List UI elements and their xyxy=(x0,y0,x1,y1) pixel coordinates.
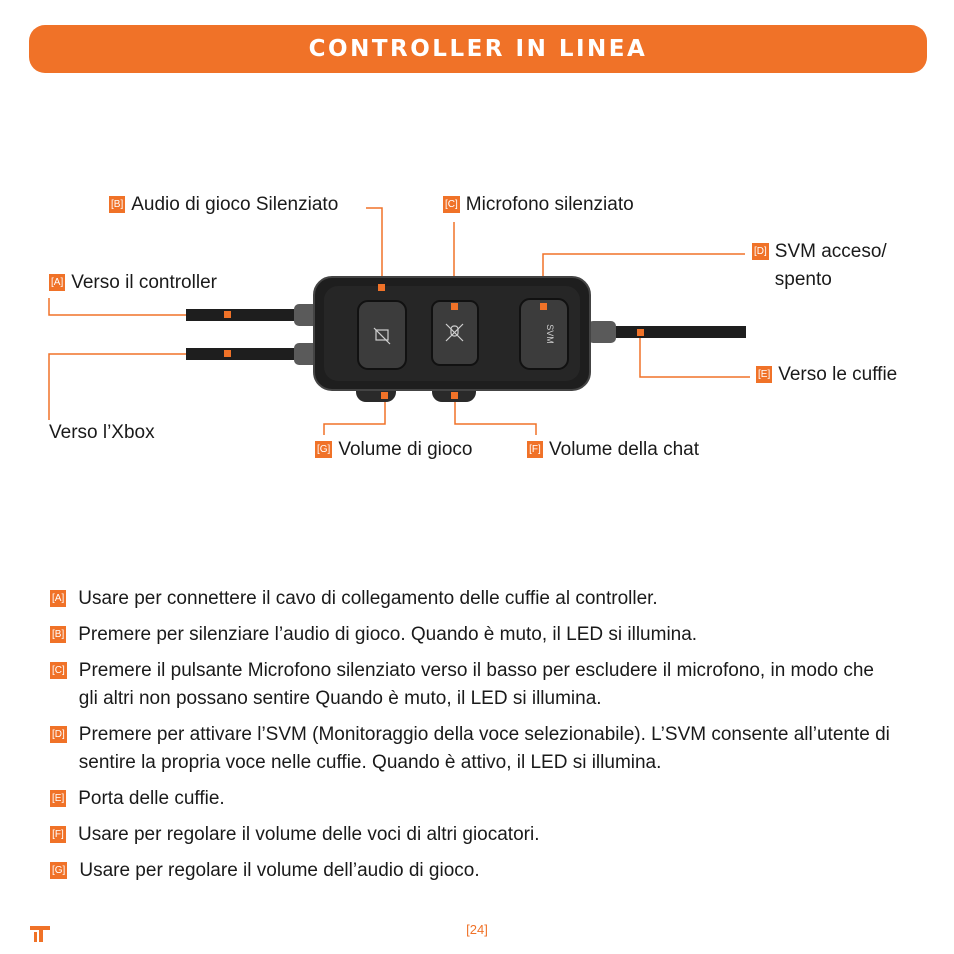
list-item xyxy=(50,657,890,713)
label-key: [C] xyxy=(443,196,460,213)
item-text: Usare per regolare il volume delle voci di altri giocatori. xyxy=(78,824,540,845)
list-item xyxy=(50,585,890,613)
list-item xyxy=(50,857,890,885)
item-text: Usare per regolare il volume dell’audio di gioco. xyxy=(79,860,480,881)
label-e xyxy=(756,361,897,389)
leader-line-xbox xyxy=(49,354,228,420)
item-key: [E] xyxy=(50,790,66,807)
label-key: [E] xyxy=(756,366,772,383)
label-key: [D] xyxy=(752,243,769,260)
label-text: Verso l’Xbox xyxy=(49,422,155,443)
mic-mute-button xyxy=(432,301,478,365)
label-key: [F] xyxy=(527,441,543,458)
label-g xyxy=(315,436,473,464)
item-key: [G] xyxy=(50,862,67,879)
cable-controller xyxy=(186,309,298,321)
label-text: Verso il controller xyxy=(71,272,217,293)
label-text: Audio di gioco Silenziato xyxy=(131,194,339,215)
label-f xyxy=(527,436,699,464)
page-number: [24] xyxy=(466,922,488,937)
label-text: SVM acceso/ xyxy=(774,241,887,262)
list-item xyxy=(50,721,890,777)
description-list xyxy=(50,585,890,893)
label-d xyxy=(752,238,887,294)
leader-line-f xyxy=(455,398,536,435)
game-mute-button xyxy=(358,301,406,369)
item-key: [D] xyxy=(50,726,67,743)
item-key: [F] xyxy=(50,826,66,843)
label-key: [A] xyxy=(49,274,65,291)
label-key: [B] xyxy=(109,196,125,213)
label-b xyxy=(109,191,338,219)
label-c xyxy=(443,191,634,219)
list-item xyxy=(50,621,890,649)
label-text: Microfono silenziato xyxy=(465,194,634,215)
label-xbox xyxy=(49,419,155,447)
item-text: Porta delle cuffie. xyxy=(78,788,225,809)
item-text: Usare per connettere il cavo di collegamento delle cuffie al controller. xyxy=(78,588,658,609)
leader-line-e xyxy=(640,333,750,377)
item-key: [C] xyxy=(50,662,67,679)
item-key: [A] xyxy=(50,590,66,607)
cable-xbox xyxy=(186,348,298,360)
tritton-logo-icon xyxy=(30,926,52,942)
label-text: Verso le cuffie xyxy=(778,364,898,385)
section-title: CONTROLLER IN LINEA xyxy=(308,36,648,62)
item-text: Premere per attivare l’SVM (Monitoraggio della voce selezionabile). L’SVM consente all’utente di sentire la propria voce nelle cuffie. Quando è attivo, il LED si illumina. xyxy=(78,724,890,773)
list-item xyxy=(50,821,890,849)
item-text: Premere per silenziare l’audio di gioco. Quando è muto, il LED si illumina. xyxy=(78,624,698,645)
label-text: Volume di gioco xyxy=(338,439,473,460)
label-key: [G] xyxy=(315,441,332,458)
strain-relief xyxy=(588,321,616,343)
list-item xyxy=(50,785,890,813)
leader-line-g xyxy=(324,398,385,435)
svm-button-text: SVM xyxy=(545,324,555,344)
item-text: Premere il pulsante Microfono silenziato verso il basso per escludere il microfono, in modo che gli altri non possano sentire Quando è muto, il LED si illumina. xyxy=(78,660,874,709)
item-key: [B] xyxy=(50,626,66,643)
label-text: Volume della chat xyxy=(549,439,699,460)
label-text-line2: spento xyxy=(774,269,832,290)
cable-headset xyxy=(613,326,746,338)
label-a xyxy=(49,269,217,297)
